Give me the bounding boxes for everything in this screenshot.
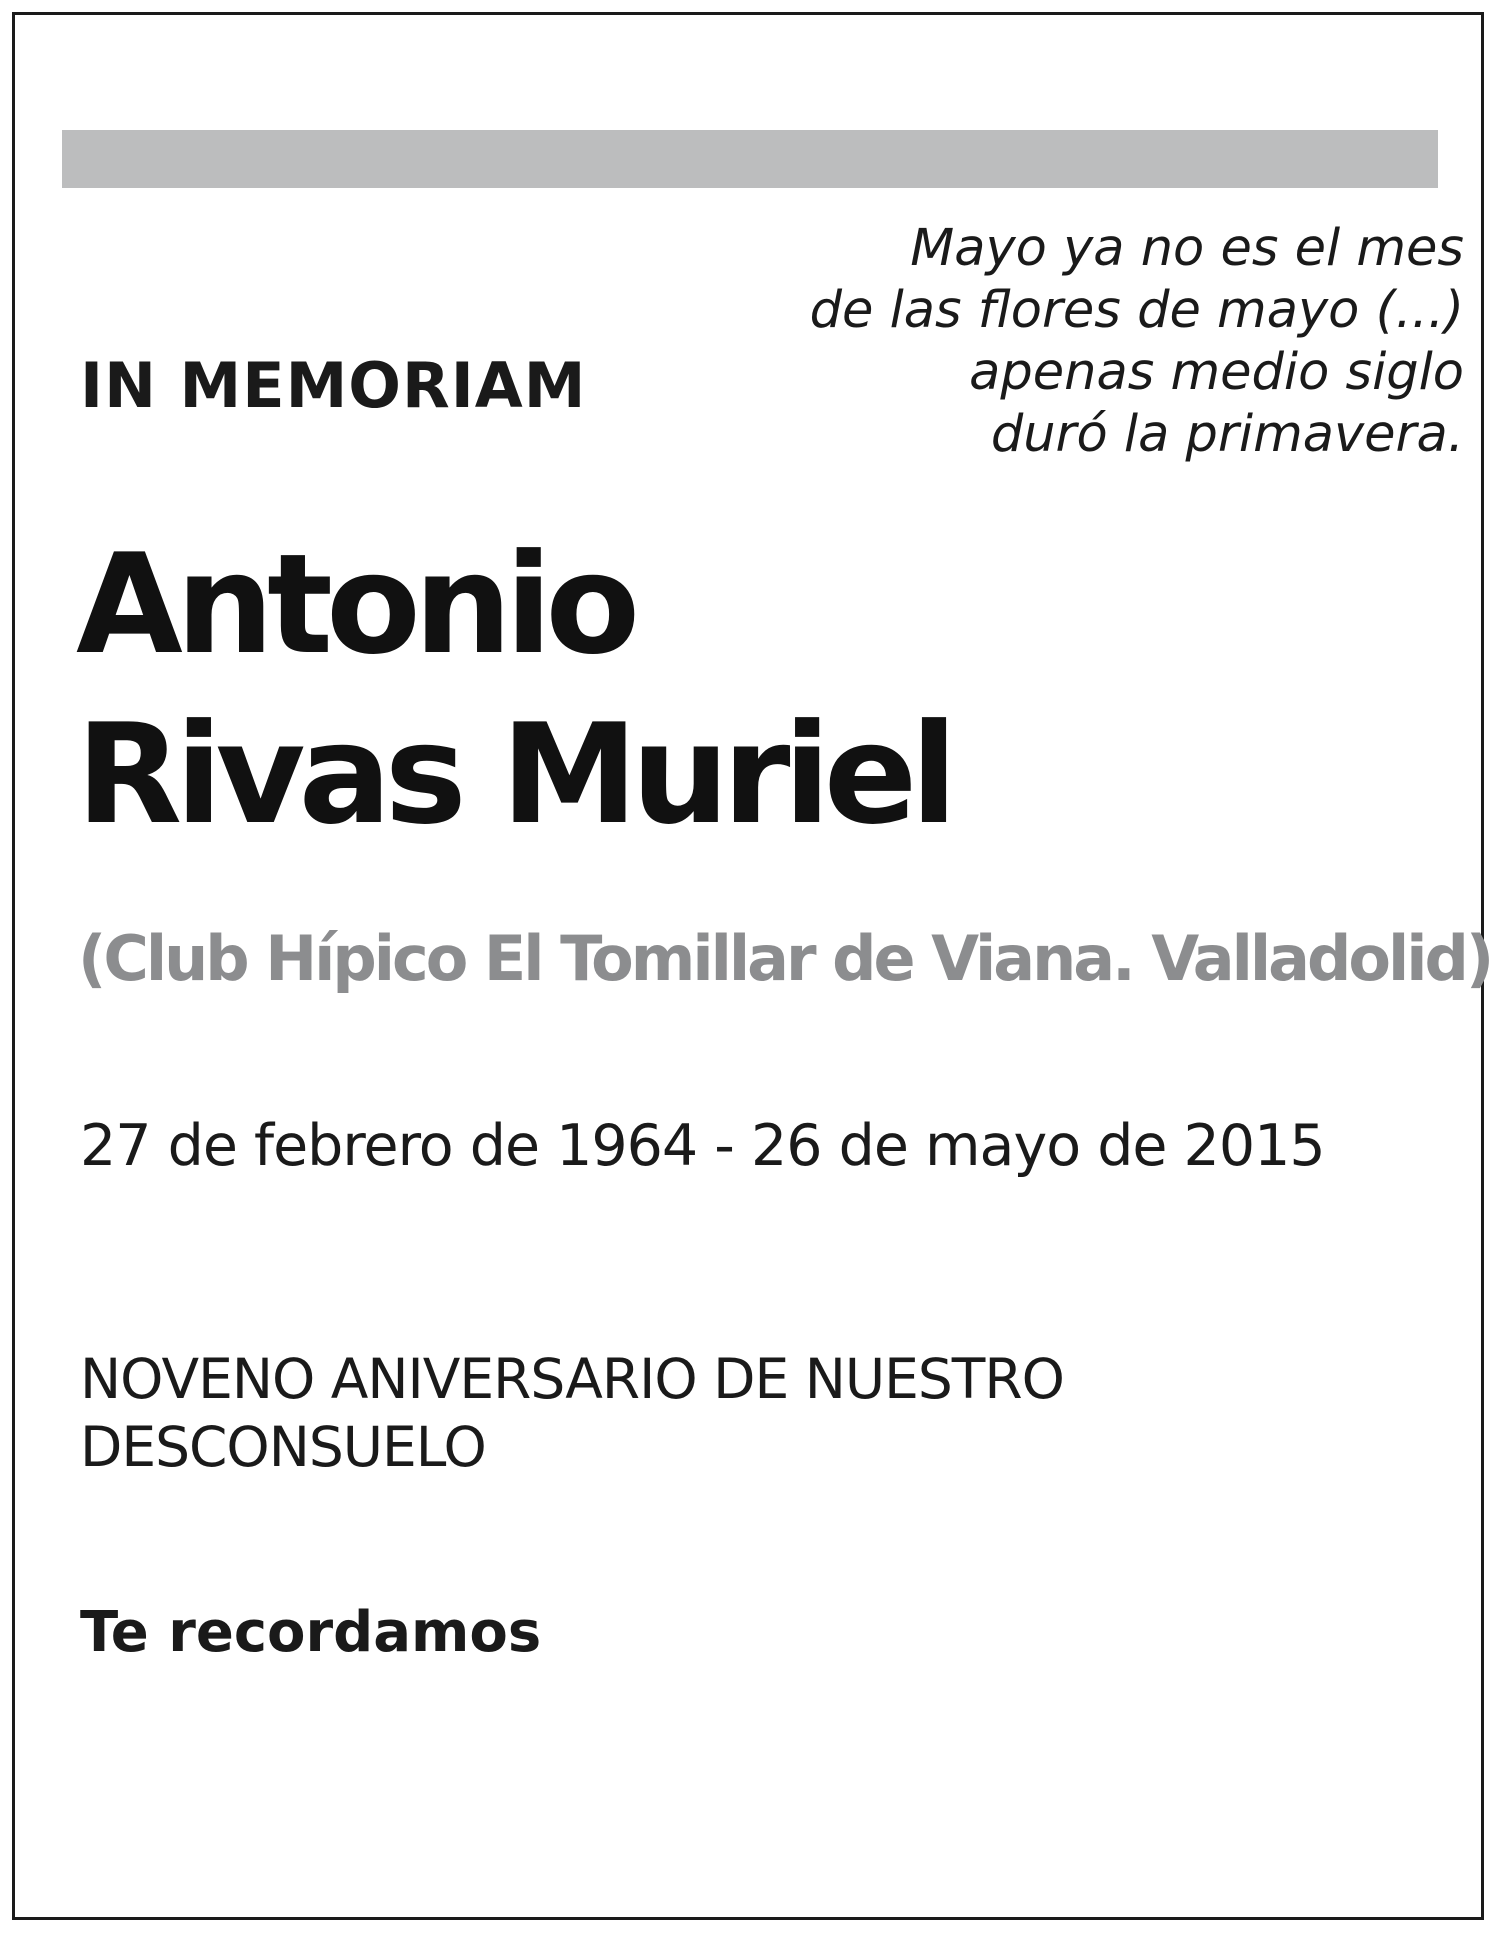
epigraph-quote xyxy=(704,218,1464,466)
anniversary-line: DESCONSUELO xyxy=(80,1415,486,1479)
quote-line: de las flores de mayo (...) xyxy=(809,281,1464,340)
first-name: Antonio xyxy=(76,524,634,685)
quote-line: duró la primavera. xyxy=(990,405,1464,464)
quote-line: apenas medio siglo xyxy=(969,343,1464,402)
header-bar xyxy=(62,130,1438,188)
anniversary-line: NOVENO ANIVERSARIO DE NUESTRO xyxy=(80,1347,1064,1411)
life-dates: 27 de febrero de 1964 - 26 de mayo de 2015 xyxy=(80,1113,1325,1179)
closing-text: Te recordamos xyxy=(80,1600,542,1665)
affiliation-text: (Club Hípico El Tomillar de Viana. Valladolid) xyxy=(78,922,1492,995)
in-memoriam-heading: IN MEMORIAM xyxy=(80,349,587,422)
last-name: Rivas Muriel xyxy=(76,694,951,855)
quote-line: Mayo ya no es el mes xyxy=(910,219,1464,278)
deceased-name xyxy=(76,520,951,860)
anniversary-text xyxy=(80,1345,1064,1481)
